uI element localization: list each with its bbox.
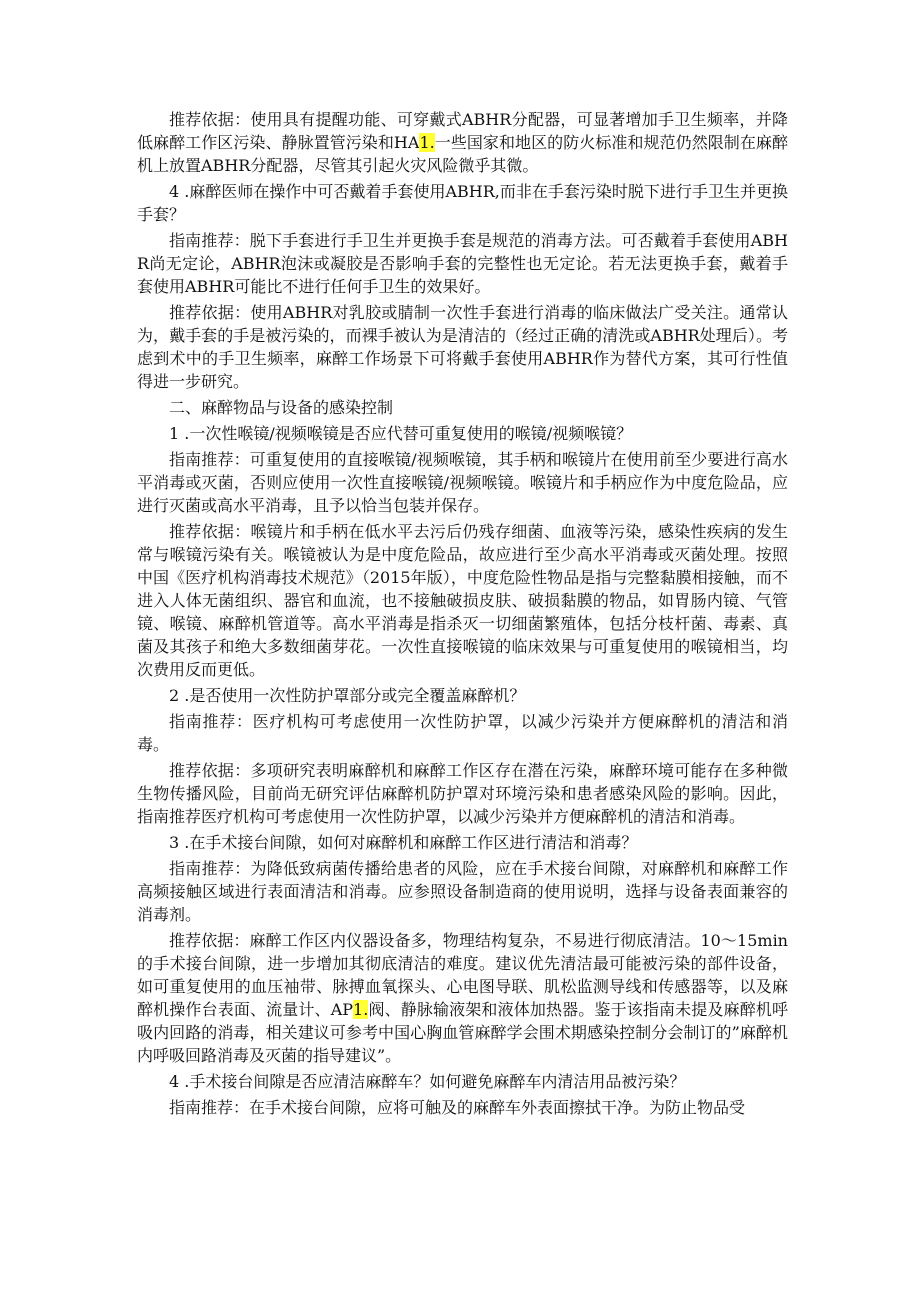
paragraph-basis: 推荐依据：喉镜片和手柄在低水平去污后仍残存细菌、血液等污染，感染性疾病的发生常与喉镜污染有关。喉镜被认为是中度危险品，故应进行至少高水平消毒或灭菌处理。按照中国《医疗机构消毒技术规范》（2015年版），中度危险性物品是指与完整黏膜相接触，而不进入人体无菌组织、器官和血流，也不接触破损皮肤、破损黏膜的物品，如胃肠内镜、气管镜、喉镜、麻醉机管道等。高水平消毒是指杀灭一切细菌繁殖体，包括分枝杆菌、毒素、真菌及其孩子和绝大多数细菌芽花。一次性直接喉镜的临床效果与可重复使用的喉镜相当，均次费用反而更低。	[137, 522, 788, 679]
paragraph-guideline: 指南推荐：在手术接台间隙，应将可触及的麻醉车外表面擦拭干净。为防止物品受	[169, 1098, 746, 1117]
question-heading: 2 .是否使用一次性防护罩部分或完全覆盖麻醉机？	[169, 686, 526, 705]
paragraph-text: 推荐依据：麻醉工作区内仪器设备多，物理结构复杂，不易进行彻底清洁。10～15min的手术接台间隙，进一步增加其彻底清洁的难度。建议优先清洁最可能被污染的部件设备，如可重复使用的血压袖带、脉搏血氧探头、心电图导联、肌松监测导线和传感器等，以及麻醉机操作台表面、流量计、AP	[137, 931, 788, 1019]
question-heading: 4 .麻醉医师在操作中可否戴着手套使用ABHR,而非在手套污染时脱下进行手卫生并更换手套？	[137, 182, 788, 224]
section-heading: 二、麻醉物品与设备的感染控制	[169, 398, 394, 417]
document-body	[137, 108, 788, 1122]
paragraph-guideline: 指南推荐：脱下手套进行手卫生并更换手套是规范的消毒方法。可否戴着手套使用ABHR尚无定论，ABHR泡沫或凝胶是否影响手套的完整性也无定论。若无法更换手套，戴着手套使用ABHR可能比不进行任何手卫生的效果好。	[137, 231, 788, 296]
paragraph-basis: 推荐依据：多项研究表明麻醉机和麻醉工作区存在潜在污染，麻醉环境可能存在多种微生物传播风险，目前尚无研究评估麻醉机防护罩对环境污染和患者感染风险的影响。因此，指南推荐医疗机构可考虑使用一次性防护罩，以减少污染并方便麻醉机的清洁和消毒。	[137, 761, 788, 826]
question-heading: 1 .一次性喉镜/视频喉镜是否应代替可重复使用的喉镜/视频喉镜？	[169, 424, 633, 443]
question-heading: 4 .手术接台间隙是否应清洁麻醉车？如何避免麻醉车内清洁用品被污染？	[169, 1072, 686, 1091]
highlight-mark: 1.	[419, 133, 435, 152]
paragraph-basis	[137, 929, 788, 1067]
highlight-mark: 1.	[353, 1000, 369, 1019]
paragraph-text: 一些国家和地区的防火标准和规范仍然限制在麻醉机上放置ABHR分配器，尽管其引起火灾风险微乎其微。	[137, 133, 788, 175]
paragraph-basis	[137, 108, 788, 177]
question-heading: 3 .在手术接台间隙，如何对麻醉机和麻醉工作区进行清洁和消毒？	[169, 833, 638, 852]
paragraph-text: 阀、静脉输液架和液体加热器。鉴于该指南未提及麻醉机呼吸内回路的消毒，相关建议可参考中国心胸血管麻醉学会围术期感染控制分会制订的”麻醉机内呼吸回路消毒及灭菌的指导建议”。	[137, 1000, 788, 1065]
paragraph-basis: 推荐依据：使用ABHR对乳胶或腈制一次性手套进行消毒的临床做法广受关注。通常认为，戴手套的手是被污染的，而裸手被认为是清洁的（经过正确的清洗或ABHR处理后）。考虑到术中的手卫生频率，麻醉工作场景下可将戴手套使用ABHR作为替代方案，其可行性值得进一步研究。	[137, 303, 788, 391]
paragraph-guideline: 指南推荐：为降低致病菌传播给患者的风险，应在手术接台间隙，对麻醉机和麻醉工作高频接触区域进行表面清洁和消毒。应参照设备制造商的使用说明，选择与设备表面兼容的消毒剂。	[137, 859, 788, 924]
paragraph-guideline: 指南推荐：可重复使用的直接喉镜/视频喉镜，其手柄和喉镜片在使用前至少要进行高水平消毒或灭菌，否则应使用一次性直接喉镜/视频喉镜。喉镜片和手柄应作为中度危险品，应进行灭菌或高水平消毒，且予以恰当包装并保存。	[137, 450, 788, 515]
paragraph-text: 推荐依据：使用具有提醒功能、可穿戴式ABHR分配器，可显著增加手卫生频率，并降低麻醉工作区污染、静脉置管污染和HA	[137, 110, 788, 152]
paragraph-guideline: 指南推荐：医疗机构可考虑使用一次性防护罩，以减少污染并方便麻醉机的清洁和消毒。	[137, 712, 788, 754]
